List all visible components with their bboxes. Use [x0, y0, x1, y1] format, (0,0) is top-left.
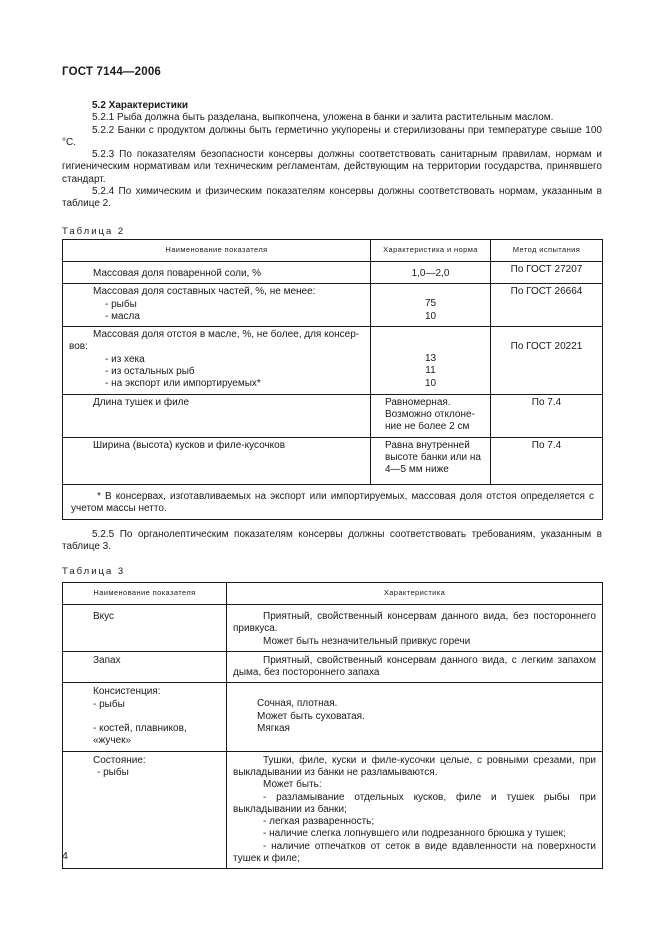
- table-row: [63, 651, 603, 683]
- table-2-footnote: * В консервах, изготавливаемых на экспорт или импортируемых, массовая доля отстоя определяется с учетом массы нетто.: [71, 490, 594, 514]
- table-row: [63, 262, 603, 284]
- row-name: вов:: [69, 341, 88, 353]
- table-3-header-characteristic: Характеристика: [227, 583, 603, 605]
- row-name: Массовая доля поваренной соли, %: [93, 268, 261, 279]
- row-sub: - масла: [105, 310, 140, 322]
- row-name: Ширина (высота) кусков и филе-кусочков: [93, 439, 286, 451]
- table-3-header-row: [63, 583, 603, 605]
- row-value: 75: [424, 298, 437, 310]
- row-method: По ГОСТ 26664: [491, 284, 603, 327]
- section-5-2: [62, 100, 602, 211]
- row-value: Возможно отклоне-: [385, 408, 475, 420]
- row-text: - наличие слегка лопнувшего или подрезанного брюшка у тушек;: [263, 828, 566, 840]
- row-sub: - из хека: [105, 353, 145, 365]
- row-text: Сочная, плотная.: [257, 698, 338, 710]
- table-2-header-name: Наименование показателя: [63, 240, 371, 262]
- row-method: По ГОСТ 20221: [491, 327, 603, 394]
- table-2-header-row: [63, 240, 603, 262]
- row-value: 1,0—2,0: [371, 262, 491, 284]
- row-text: Приятный, свойственный консервам данного вида, с легким запахом дыма, без постороннего запаха: [233, 654, 596, 679]
- row-name: Консистенция:: [93, 686, 161, 698]
- row-value: 10: [424, 310, 437, 322]
- row-sub: - на экспорт или импортируемых*: [105, 378, 261, 390]
- table-2-header-value: Характеристика и норма: [371, 240, 491, 262]
- row-name: Массовая доля отстоя в масле, %, не более, для консер-: [93, 329, 360, 341]
- row-sub: - рыбы: [97, 766, 129, 778]
- table-row: [63, 327, 603, 394]
- table-3-header-name: Наименование показателя: [63, 583, 227, 605]
- row-value: Равна внутренней: [385, 439, 470, 451]
- table-row: [63, 751, 603, 869]
- paragraph-5-2-3: 5.2.3 По показателям безопасности консервы должны соответствовать санитарным правилам, нормам и гигиеническим нормативам или техническим регламентам, действующим на территории государства, принявшего стандарт.: [62, 149, 602, 185]
- row-sub: - костей, плавников, «жучек»: [93, 723, 187, 747]
- table-row: [63, 394, 603, 437]
- row-text: Приятный, свойственный консервам данного вида, без постороннего привкуса.: [233, 611, 596, 635]
- section-title: 5.2 Характеристики: [92, 100, 189, 111]
- table-2: [62, 239, 603, 520]
- paragraph-5-2-4: 5.2.4 По химическим и физическим показателям консервы должны соответствовать нормам, указанным в таблице 2.: [62, 186, 602, 210]
- row-text: Может быть незначительный привкус горечи: [263, 635, 471, 647]
- row-value: 13: [424, 353, 437, 365]
- row-value: ние не более 2 см: [385, 421, 470, 433]
- table-2-footnote-row: [63, 484, 603, 520]
- row-name: Состояние:: [93, 754, 146, 766]
- row-name: Длина тушек и филе: [93, 396, 190, 408]
- row-text: Может быть:: [263, 779, 322, 791]
- paragraph-5-2-1: 5.2.1 Рыба должна быть разделана, выпкопчена, уложена в банки и залита растительным маслом.: [92, 112, 554, 124]
- table-3: [62, 582, 603, 869]
- row-text: - легкая разваренность;: [263, 816, 375, 828]
- document-header: ГОСТ 7144—2006: [62, 66, 162, 78]
- table-2-header-method: Метод испытания: [491, 240, 603, 262]
- row-value: 10: [424, 377, 437, 389]
- table-row: [63, 605, 603, 652]
- row-text: Может быть суховатая.: [257, 710, 365, 722]
- row-method: По 7.4: [491, 394, 603, 437]
- row-method: По ГОСТ 27207: [491, 262, 603, 284]
- row-text: - наличие отпечатков от сеток в виде вдавленности на поверхности тушек и филе;: [233, 840, 596, 865]
- row-sub: - из остальных рыб: [105, 366, 195, 378]
- row-name: Запах: [93, 654, 121, 666]
- row-sub: - рыбы: [93, 698, 125, 710]
- table-row: [63, 284, 603, 327]
- table-row: [63, 437, 603, 484]
- row-text: Мягкая: [257, 723, 290, 735]
- row-value: 4—5 мм ниже: [385, 464, 449, 476]
- section-5-2-5: [62, 529, 602, 554]
- row-name: Массовая доля составных частей, %, не менее:: [93, 286, 316, 298]
- row-value: высоте банки или на: [385, 451, 481, 463]
- table-2-caption: Таблица 2: [62, 226, 126, 237]
- row-value: 11: [425, 365, 436, 377]
- row-name: Вкус: [93, 611, 115, 622]
- row-sub: - рыбы: [105, 298, 137, 310]
- row-text: Тушки, филе, куски и филе-кусочки целые, с ровными срезами, при выкладывании из банки не разламываются.: [233, 754, 596, 778]
- paragraph-5-2-5: 5.2.5 По органолептическим показателям консервы должны соответствовать требованиям, указанным в таблице 3.: [62, 529, 602, 553]
- paragraph-5-2-2: 5.2.2 Банки с продуктом должны быть герметично укупорены и стерилизованы при температуре свыше 100 °С.: [62, 124, 602, 148]
- table-3-caption: Таблица 3: [62, 566, 126, 577]
- row-value: Равномерная.: [385, 396, 451, 408]
- table-row: [63, 683, 603, 751]
- row-method: По 7.4: [491, 437, 603, 484]
- row-text: - разламывание отдельных кусков, филе и тушек рыбы при выкладывании из банки;: [233, 791, 596, 815]
- page-number: 4: [62, 850, 68, 862]
